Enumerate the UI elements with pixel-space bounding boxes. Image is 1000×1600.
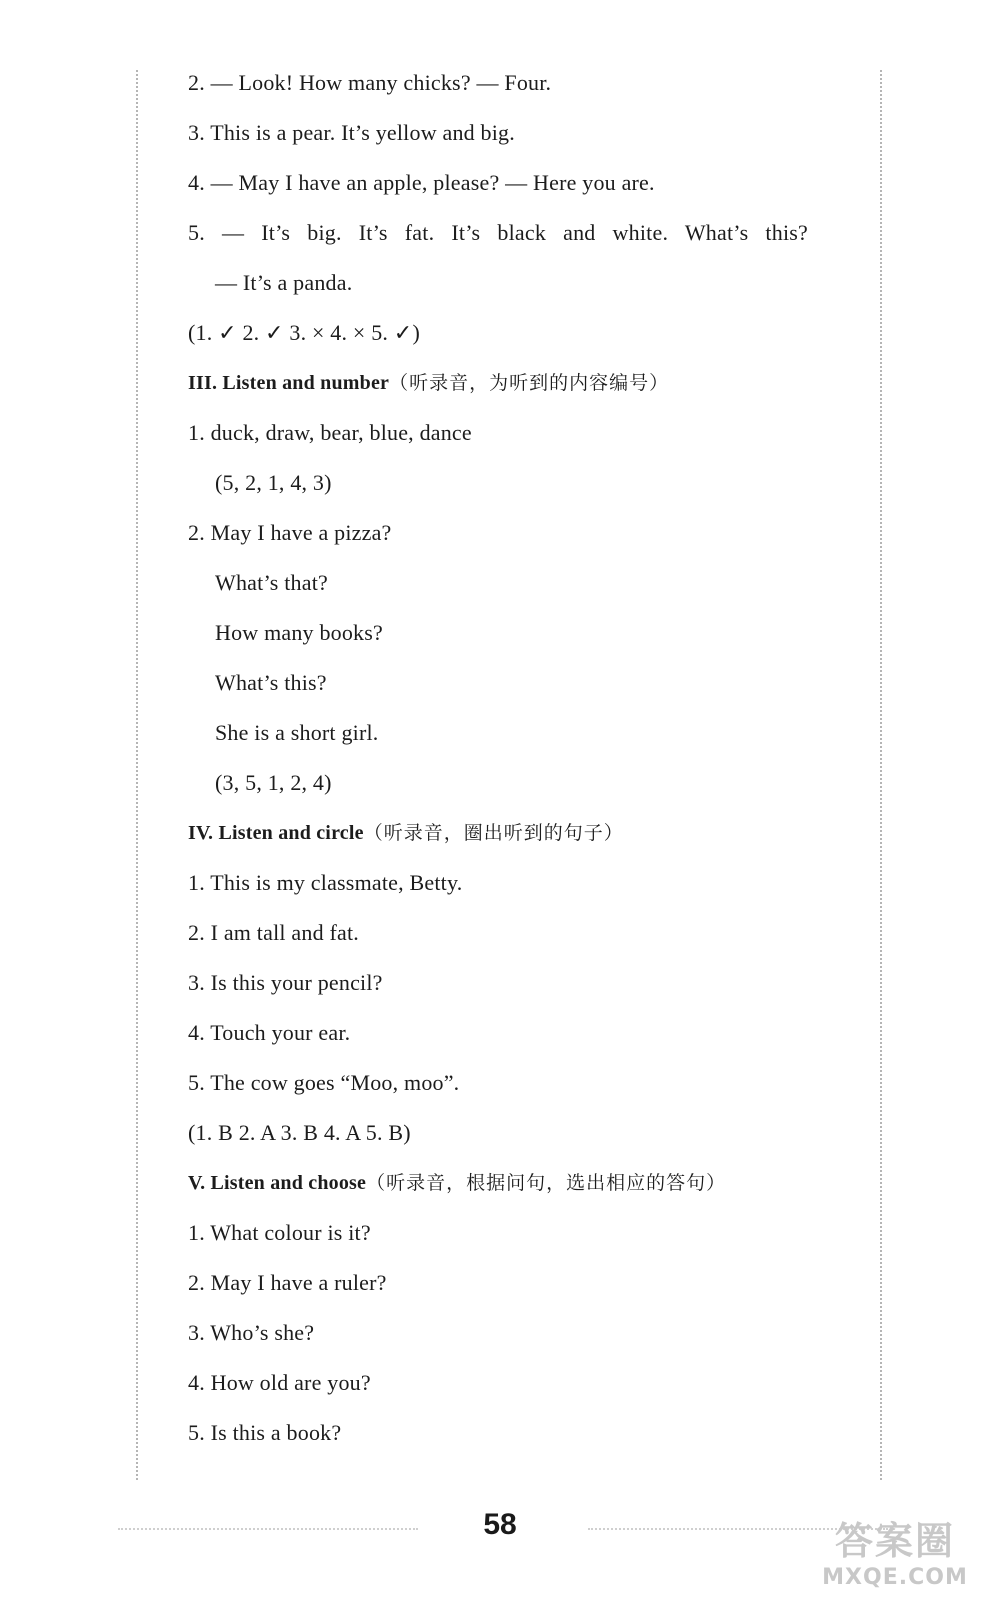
text-line: 4. Touch your ear. bbox=[188, 1020, 351, 1045]
text-line: 2. May I have a ruler? bbox=[188, 1270, 387, 1295]
section-heading-instruction: （听录音，根据问句，选出相应的答句） bbox=[366, 1172, 727, 1194]
text-line: 3. Who’s she? bbox=[188, 1320, 315, 1345]
text-line: 1. What colour is it? bbox=[188, 1220, 371, 1245]
site-watermark bbox=[810, 1510, 980, 1590]
section-heading-title: III. Listen and number bbox=[188, 372, 390, 394]
text-line: 4. — May I have an apple, please? — Here you are. bbox=[188, 170, 655, 195]
section-heading bbox=[188, 1168, 726, 1198]
text-line: 3. Is this your pencil? bbox=[188, 970, 383, 995]
answer-key-line: (5, 2, 1, 4, 3) bbox=[215, 470, 332, 495]
text-line: 5. The cow goes “Moo, moo”. bbox=[188, 1070, 460, 1095]
left-margin-dotted-line bbox=[136, 70, 138, 1480]
text-line: How many books? bbox=[215, 620, 383, 645]
answer-key-line: (3, 5, 1, 2, 4) bbox=[215, 770, 332, 795]
text-line: 4. How old are you? bbox=[188, 1370, 371, 1395]
text-line: 2. May I have a pizza? bbox=[188, 520, 392, 545]
section-heading-title: IV. Listen and circle bbox=[188, 822, 364, 844]
text-line: 3. This is a pear. It’s yellow and big. bbox=[188, 120, 515, 145]
text-line: 5. — It’s big. It’s fat. It’s black and white. What’s this? bbox=[188, 220, 808, 245]
section-heading bbox=[188, 818, 624, 848]
answer-key-line: (1. ✓ 2. ✓ 3. × 4. × 5. ✓) bbox=[188, 320, 420, 345]
section-heading-instruction: （听录音，为听到的内容编号） bbox=[389, 372, 670, 394]
section-heading-title: V. Listen and choose bbox=[188, 1172, 367, 1194]
text-line: What’s this? bbox=[215, 670, 327, 695]
watermark-logo-text: 答案圈 bbox=[834, 1519, 955, 1563]
page-number: 58 bbox=[483, 1508, 517, 1541]
text-line: 1. duck, draw, bear, blue, dance bbox=[188, 420, 472, 445]
text-line: — It’s a panda. bbox=[215, 270, 353, 295]
watermark-url: MXQE.COM bbox=[822, 1565, 968, 1590]
text-line: 1. This is my classmate, Betty. bbox=[188, 870, 463, 895]
section-heading-instruction: （听录音，圈出听到的句子） bbox=[363, 822, 624, 844]
text-line: 5. Is this a book? bbox=[188, 1420, 342, 1445]
text-line: What’s that? bbox=[215, 570, 328, 595]
text-line: 2. — Look! How many chicks? — Four. bbox=[188, 70, 552, 95]
answer-key-line: (1. B 2. A 3. B 4. A 5. B) bbox=[188, 1120, 411, 1145]
right-margin-dotted-line bbox=[880, 70, 882, 1480]
section-heading bbox=[188, 368, 669, 398]
text-line: 2. I am tall and fat. bbox=[188, 920, 359, 945]
text-line: She is a short girl. bbox=[215, 720, 379, 745]
